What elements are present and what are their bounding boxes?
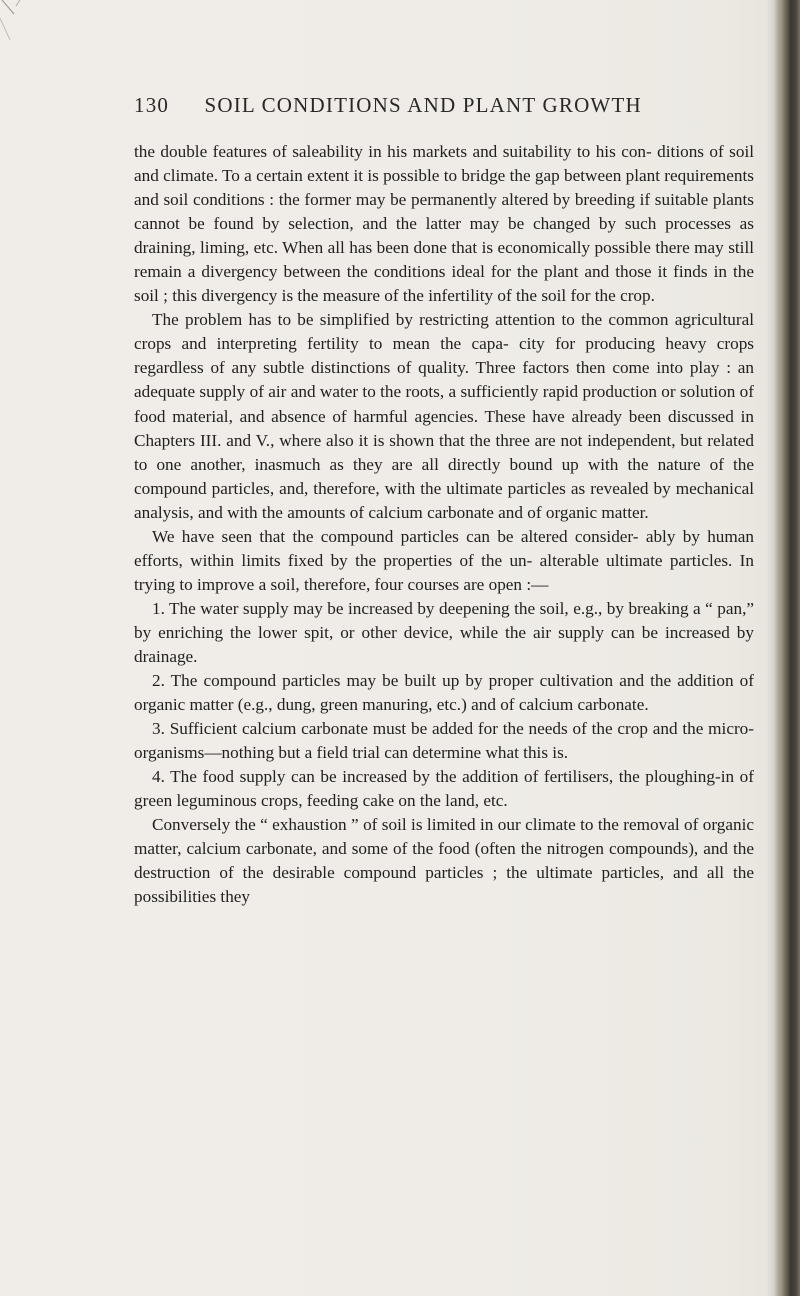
paragraph: Conversely the “ exhaustion ” of soil is limited in our climate to the removal of organic matter, calcium carbonate, and some of the food (often the nitrogen compounds), and the destruction of the desirable compound particles ; the ultimate particles, and all the possibilities they xyxy=(134,815,754,907)
binding-edge xyxy=(774,0,800,1296)
page-number: 130 xyxy=(134,93,170,117)
paragraph: The problem has to be simplified by restricting attention to the common agricultural crops and interpreting fertility to mean the capa- city for producing heavy crops regardless of any subtle distinctions of quality. Three factors then come into play : an adequate supply of air and water to the roots, a sufficiently rapid production or solution of food material, and absence of harmful agencies. These have already been discussed in Chapters III. and V., where also it is shown that the three are not independent, but related to one another, inasmuch as they are all directly bound up with the nature of the compound particles, and, therefore, with the ultimate particles as revealed by mechanical analysis, and with the amounts of calcium carbonate and of organic matter. xyxy=(134,310,754,522)
list-item: 4. The food supply can be increased by the addition of fertilisers, the ploughing-in of green leguminous crops, feeding cake on the land, etc. xyxy=(134,767,754,811)
body-text xyxy=(134,140,754,910)
running-head: SOIL CONDITIONS AND PLANT GROWTH xyxy=(204,93,642,117)
page-corner-curl xyxy=(0,0,60,40)
paragraph: the double features of saleability in his markets and suitability to his con- ditions of soil and climate. To a certain extent it is possible to bridge the gap between plant requirements and soil conditions : the former may be permanently altered by breeding if suitable plants cannot be found by selection, and the latter may be changed by such processes as draining, liming, etc. When all has been done that is economically possible there may still remain a divergency between the conditions ideal for the plant and those it finds in the soil ; this divergency is the measure of the infertility of the soil for the crop. xyxy=(134,142,754,306)
list-item: 2. The compound particles may be built up by proper cultivation and the addition of organic matter (e.g., dung, green manuring, etc.) and of calcium carbonate. xyxy=(134,671,754,715)
page-header xyxy=(134,93,754,123)
list-item: 1. The water supply may be increased by deepening the soil, e.g., by breaking a “ pan,” by enriching the lower spit, or other device, while the air supply can be increased by drainage. xyxy=(134,598,754,666)
paragraph: We have seen that the compound particles can be altered consider- ably by human efforts, within limits fixed by the properties of the un- alterable ultimate particles. In trying to improve a soil, therefore, four courses are open :— xyxy=(134,526,754,594)
list-item: 3. Sufficient calcium carbonate must be added for the needs of the crop and the micro-organisms—nothing but a field trial can determine what this is. xyxy=(134,719,754,763)
